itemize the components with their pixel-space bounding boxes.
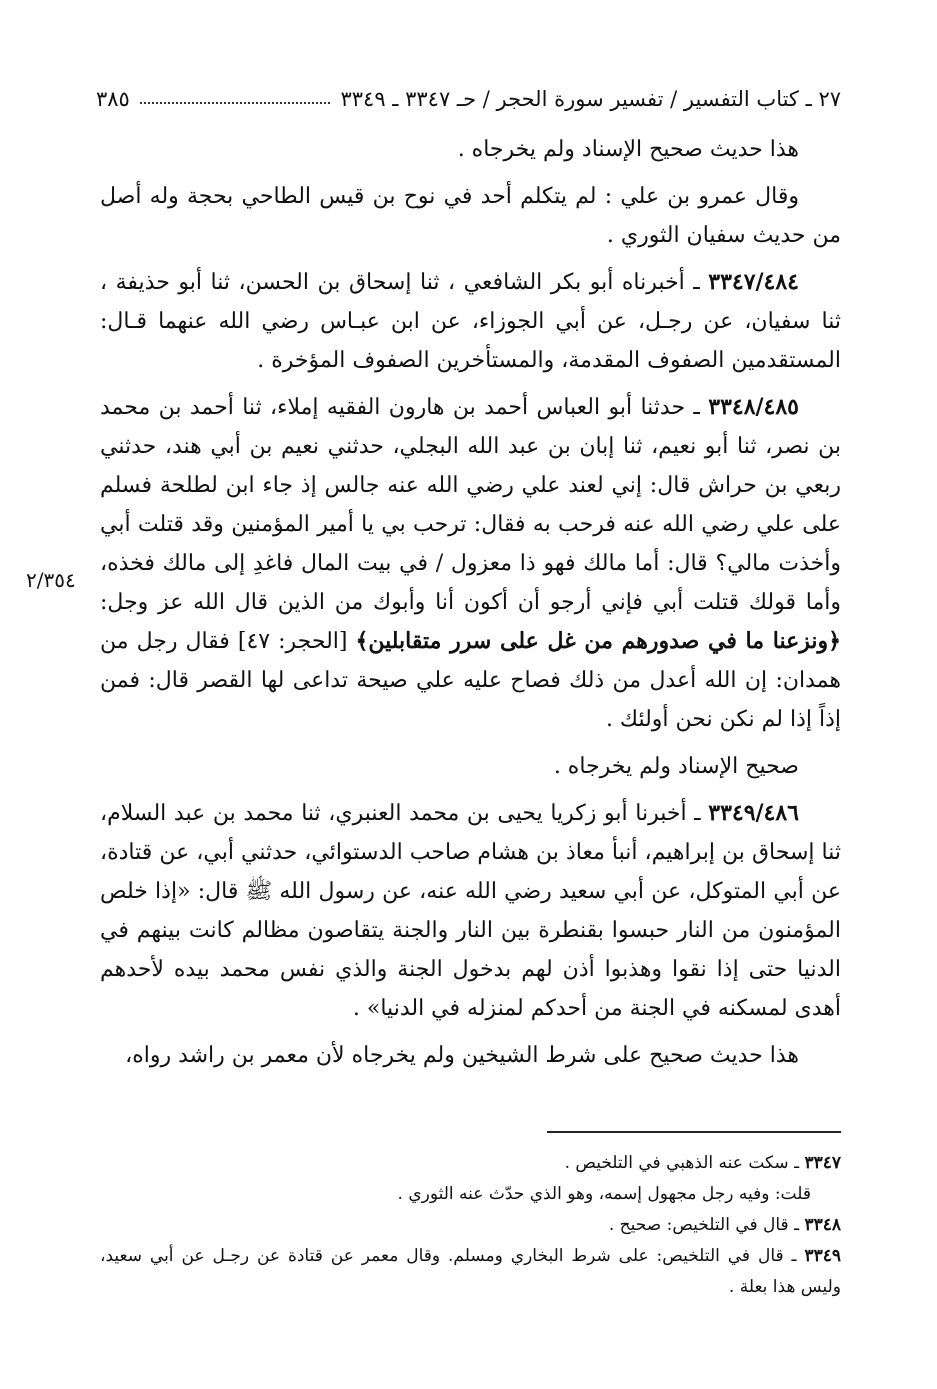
header-leader-dots	[140, 102, 331, 104]
hadith-3349	[100, 794, 841, 1028]
hadith-text-cont: [الحجر: ٤٧] فقال رجل من همدان: إن الله أعدل من ذلك فصاح عليه علي صيحة تداعى لها القصر قال: فمن إذاً إذا لم نكن نحن أولئك .	[100, 629, 841, 732]
main-text	[100, 130, 841, 1075]
footnotes	[100, 1148, 841, 1303]
margin-reference: ٢/٣٥٤	[26, 568, 76, 592]
paragraph-7: هذا حديث صحيح على شرط الشيخين ولم يخرجاه لأن معمر بن راشد رواه،	[125, 1043, 799, 1068]
hadith-text: ـ حدثنا أبو العباس أحمد بن هارون الفقيه إملاء، ثنا أحمد بن محمد بن نصر، ثنا أبو نعيم، ثنا إبان بن عبد الله البجلي، حدثني نعيم بن أبي هند، حدثني ربعي بن حراش قال: إني لعند علي رضي الله عنه جالس إذ جاء ابن لطلحة فسلم على علي رضي الله عنه فرحب به فقال: ترحب بي يا أمير المؤمنين وقد قتلت أبي وأخذت مالي؟ قال: أما مالك فهو ذا معزول / في بيت المال فاغدِ إلى مالك فخذه، وأما قولك قتلت أبي فإني أرجو أن أكون أنا وأبوك من الذين قال الله عز وجل:	[100, 395, 841, 615]
paragraph-2: وقال عمرو بن علي : لم يتكلم أحد في نوح بن قيس الطاحي بحجة وله أصل من حديث سفيان الثوري .	[100, 184, 841, 248]
paragraph-5: صحيح الإسناد ولم يخرجاه .	[553, 754, 799, 779]
footnote-divider	[547, 1131, 841, 1133]
page-header	[96, 82, 841, 116]
footnote-text: ـ سكت عنه الذهبي في التلخيص .	[564, 1153, 805, 1173]
footnote-3347-comment: قلت: وفيه رجل مجهول إسمه، وهو الذي حدّث عنه الثوري .	[397, 1184, 811, 1204]
footnote-3349	[100, 1241, 841, 1303]
paragraph-1: هذا حديث صحيح الإسناد ولم يخرجاه .	[457, 137, 799, 162]
hadith-3348	[100, 388, 841, 739]
hadith-number: ٣٣٤٧/٤٨٤	[708, 269, 799, 295]
hadith-number: ٣٣٤٩/٤٨٦	[708, 800, 799, 826]
footnote-3348	[100, 1210, 841, 1241]
footnote-3347	[100, 1148, 841, 1179]
hadith-number: ٣٣٤٨/٤٨٥	[708, 394, 799, 420]
footnote-number: ٣٣٤٨	[804, 1215, 841, 1235]
footnote-text: ـ قال في التلخيص: على شرط البخاري ومسلم. وقال معمر عن قتادة عن رجـل عن أبي سعيد، وليس هذا بعلة .	[100, 1246, 841, 1297]
quran-verse: ﴿ونزعنا ما في صدورهم من غل على سرر متقابلين﴾	[355, 628, 841, 654]
page-number: ٣٨٥	[96, 87, 130, 111]
hadith-text: ـ أخبرناه أبو بكر الشافعي ، ثنا إسحاق بن الحسن، ثنا أبو حذيفة ، ثنا سفيان، عن رجـل، عن أبي الجوزاء، عن ابن عبـاس رضي الله عنهما قـال: المستقدمين الصفوف المقدمة، والمستأخرين الصفوف المؤخرة .	[100, 270, 841, 373]
hadith-3347	[100, 263, 841, 380]
running-title: ٢٧ ـ كتاب التفسير / تفسير سورة الحجر / حـ ٣٣٤٧ ـ ٣٣٤٩	[340, 87, 841, 111]
hadith-text: ـ أخبرنا أبو زكريا يحيى بن محمد العنبري، ثنا محمد بن عبد السلام، ثنا إسحاق بن إبراهيم، أنبأ معاذ بن هشام صاحب الدستوائي، حدثني أبي، عن قتادة، عن أبي المتوكل، عن أبي سعيد رضي الله عنه، عن رسول الله ﷺ قال: «إذا خلص المؤمنون من النار حبسوا بقنطرة بين النار والجنة يتقاصون مظالم كانت بينهم في الدنيا حتى إذا نقوا وهذبوا أذن لهم بدخول الجنة والذي نفس محمد بيده لأحدهم أهدى لمسكنه في الجنة من أحدكم لمنزله في الدنيا» .	[100, 801, 842, 1021]
footnote-text: ـ قال في التلخيص: صحيح .	[608, 1215, 805, 1235]
footnote-number: ٣٣٤٧	[804, 1153, 841, 1173]
footnote-number: ٣٣٤٩	[804, 1246, 841, 1266]
